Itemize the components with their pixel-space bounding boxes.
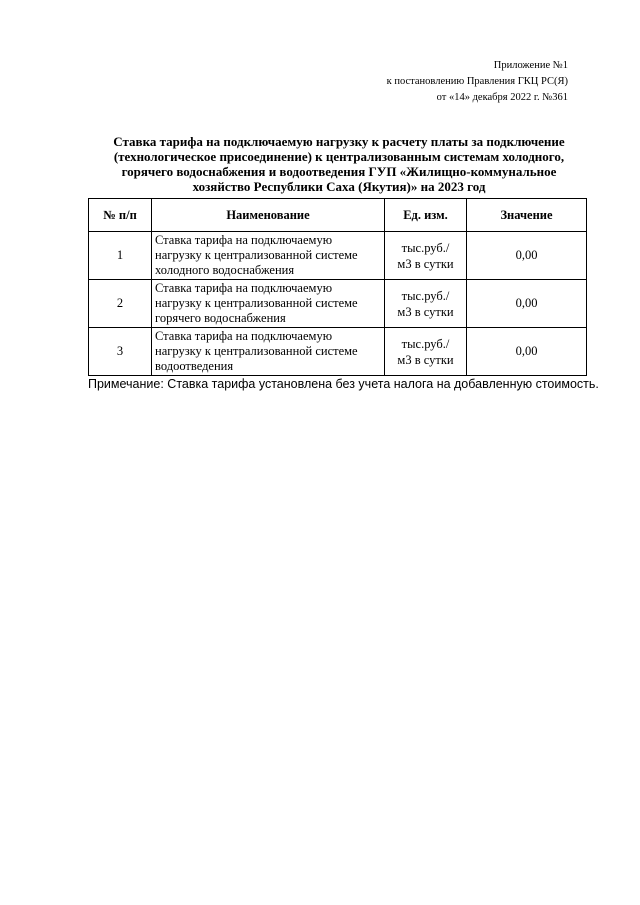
row-name-line: Ставка тарифа на подключаемую [155,233,333,247]
annex-number: Приложение №1 [493,60,568,71]
annex-date: от «14» декабря 2022 г. №361 [436,92,568,103]
row-number: 3 [89,328,152,376]
row-unit-line: м3 в сутки [397,352,454,367]
table-row [89,280,587,328]
row-name-line: Ставка тарифа на подключаемую [155,281,333,295]
title-line: Ставка тарифа на подключаемую нагрузку к расчету платы за подключение [113,134,565,149]
header-value: Значение [467,199,587,232]
row-name [152,280,385,328]
table-row [89,328,587,376]
row-value: 0,00 [467,280,587,328]
table-row [89,232,587,280]
row-unit [385,232,467,280]
title-line: горячего водоснабжения и водоотведения ГУП «Жилищно-коммунальное [121,164,557,179]
header-name: Наименование [152,199,385,232]
row-name-line: холодного водоснабжения [155,263,295,277]
row-name-line: нагрузку к централизованной системе [155,344,358,358]
row-unit-line: м3 в сутки [397,304,454,319]
row-unit-line: тыс.руб./ [401,336,450,351]
header-number: № п/п [89,199,152,232]
row-unit-line: тыс.руб./ [401,240,450,255]
title-line: (технологическое присоединение) к централизованным системам холодного, [113,149,565,164]
row-unit [385,328,467,376]
row-unit-line: тыс.руб./ [401,288,450,303]
row-value: 0,00 [467,232,587,280]
row-name-line: нагрузку к централизованной системе [155,248,358,262]
table-header-row [89,199,587,232]
title-line: хозяйство Республики Саха (Якутия)» на 2023 год [192,179,486,194]
row-number: 2 [89,280,152,328]
annex-decree: к постановлению Правления ГКЦ РС(Я) [386,76,568,87]
annex-reference [387,58,568,106]
row-name [152,328,385,376]
row-unit [385,280,467,328]
row-name-line: водоотведения [155,359,234,373]
row-unit-line: м3 в сутки [397,256,454,271]
header-unit: Ед. изм. [385,199,467,232]
document-title [86,134,592,194]
table-note: Примечание: Ставка тарифа установлена без учета налога на добавленную стоимость. [88,377,599,391]
row-name-line: горячего водоснабжения [155,311,286,325]
row-name-line: нагрузку к централизованной системе [155,296,358,310]
row-name-line: Ставка тарифа на подключаемую [155,329,333,343]
row-value: 0,00 [467,328,587,376]
row-number: 1 [89,232,152,280]
tariff-table [88,198,587,376]
row-name [152,232,385,280]
